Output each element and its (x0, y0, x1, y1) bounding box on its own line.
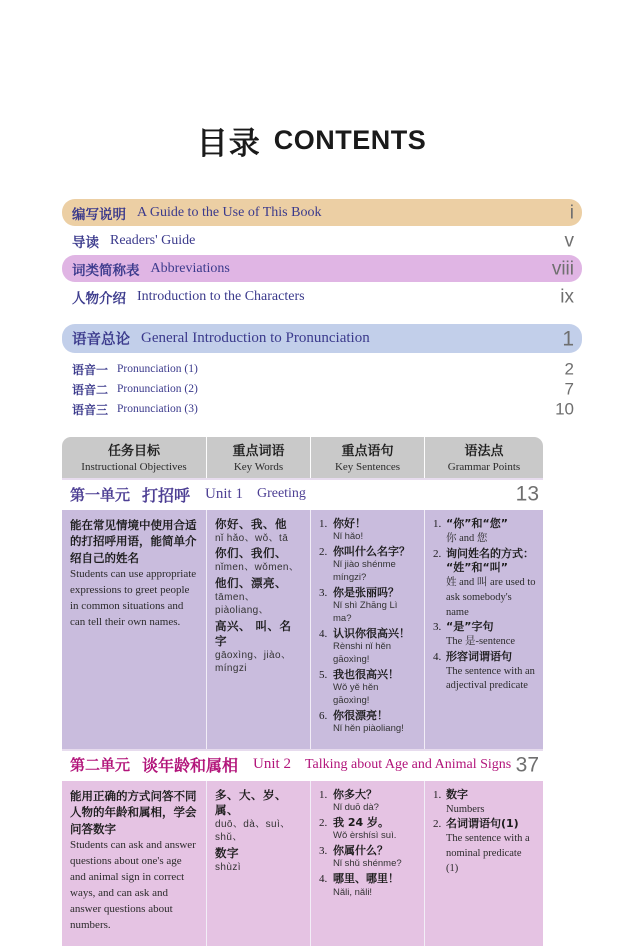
unit-number-en: Unit 1 (205, 485, 243, 502)
table-column-header (425, 437, 543, 478)
key-sentence-index: 3. (319, 587, 328, 600)
key-sentence-pinyin: Nǐ shì Zhāng Lì ma? (333, 600, 398, 625)
key-word-cn: 高兴、 叫、名字 (215, 618, 292, 648)
unit-title-cn: 打招呼 (142, 485, 191, 505)
grammar-point-sub-cn: “姓”和“叫” (446, 561, 508, 575)
key-sentence-index: 1. (319, 788, 328, 801)
column-header-en: Key Sentences (334, 460, 401, 473)
key-sentence-index: 6. (319, 709, 328, 722)
front-matter-label-en: Abbreviations (150, 260, 230, 276)
front-matter-label-en: A Guide to the Use of This Book (137, 204, 322, 220)
key-sentence-cn: 你很漂亮！ (333, 708, 388, 722)
pronunciation-subitem-cn: 语音二 (72, 382, 109, 397)
objectives-cn: 能在常见情境中使用合适的打招呼用语，能简单介绍自己的姓名 (70, 518, 197, 565)
front-matter-row[interactable] (62, 324, 582, 353)
grammar-point-index: 2. (433, 818, 442, 831)
key-sentence-index: 5. (319, 668, 328, 681)
grammar-point-en: 你 and 您 (446, 532, 488, 544)
key-word-cn: 你们、我们、 (215, 546, 287, 561)
unit-number-cn: 第一单元 (70, 485, 131, 504)
grammar-point-cn: 询问姓名的方式： (446, 546, 534, 560)
column-header-cn: 重点词语 (232, 444, 285, 460)
pronunciation-subitem-row[interactable] (62, 399, 582, 419)
grammar-point-row (433, 620, 536, 635)
front-matter-page-number: 1 (562, 327, 574, 350)
front-matter-label-cn: 编写说明 (72, 206, 126, 223)
front-matter-label-en: Introduction to the Characters (137, 288, 305, 304)
key-sentence-row (319, 627, 417, 641)
key-sentence-index: 3. (319, 845, 328, 858)
unit-title-cn: 谈年龄和属相 (142, 756, 239, 776)
pronunciation-subitem-page-number: 10 (555, 399, 574, 419)
unit-number-cn: 第二单元 (70, 756, 131, 775)
grammar-point-cn: 形容词谓语句 (446, 649, 512, 663)
key-sentence-pinyin: Nǎli, nǎli! (333, 886, 373, 898)
column-header-cn: 任务目标 (107, 444, 160, 460)
table-column-header (311, 437, 425, 478)
page-title-en: CONTENTS (273, 125, 427, 155)
cell-key-words (207, 781, 311, 946)
objectives-en: Students can use appropriate expressions to greet people in common situations and can tell their own names. (70, 567, 197, 628)
table-column-header (62, 437, 207, 478)
key-sentence-pinyin: Nǐ hǎo! (333, 531, 364, 543)
key-sentence-cn: 你是张丽吗？ (333, 586, 399, 600)
unit-content-row (62, 508, 543, 749)
front-matter-label-cn: 人物介绍 (72, 290, 126, 307)
grammar-point-cn: 数字 (446, 787, 468, 801)
column-header-en: Instructional Objectives (81, 460, 187, 473)
grammar-point-index: 3. (433, 621, 442, 634)
grammar-point-index: 1. (433, 518, 442, 530)
unit-title-bar[interactable] (62, 478, 543, 508)
front-matter-label-cn: 导读 (72, 234, 99, 251)
grammar-point-cn: “你”和“您” (446, 517, 508, 530)
cell-grammar-points (425, 781, 543, 946)
page-title-cn: 目录 (196, 126, 261, 162)
key-sentence-row (319, 844, 417, 858)
cell-key-sentences (311, 781, 425, 946)
grammar-point-row (433, 650, 536, 665)
key-sentence-row (319, 788, 417, 802)
key-sentence-pinyin: Nǐ duō dà? (333, 802, 379, 814)
cell-instructional-objectives (62, 781, 207, 946)
key-sentence-pinyin: Nǐ shǔ shénme? (333, 858, 402, 870)
column-header-cn: 语法点 (464, 444, 504, 460)
grammar-point-row (433, 547, 536, 562)
key-sentence-index: 2. (319, 546, 328, 559)
pronunciation-subitem-en: Pronunciation (2) (117, 383, 198, 395)
grammar-point-index: 4. (433, 650, 442, 663)
front-matter-page-number: viii (551, 258, 574, 279)
unit-number-en: Unit 2 (253, 756, 291, 773)
grammar-point-en: Numbers (446, 803, 485, 815)
table-header-row (62, 437, 543, 478)
front-matter-page-number: ix (560, 286, 574, 307)
grammar-point-en: The sentence with a nominal predicate (1) (446, 833, 530, 874)
pronunciation-subitem-cn: 语音三 (72, 402, 109, 417)
cell-grammar-points (425, 510, 543, 749)
key-sentence-row (319, 709, 417, 723)
pronunciation-subitem-page-number: 7 (564, 379, 574, 399)
front-matter-row[interactable] (62, 227, 582, 254)
front-matter-list (62, 199, 582, 419)
key-sentence-cn: 我也很高兴！ (333, 667, 399, 681)
key-sentence-pinyin: Rènshi nǐ hěn gāoxìng! (333, 641, 392, 666)
key-sentence-cn: 你属什么？ (333, 844, 388, 858)
grammar-point-row (433, 788, 536, 803)
key-word-pinyin: nǐmen、wǒmen、 (215, 562, 300, 574)
column-header-cn: 重点语句 (341, 444, 394, 460)
key-sentence-cn: 我 24 岁。 (333, 816, 389, 830)
key-sentence-cn: 哪里、哪里！ (333, 872, 399, 886)
key-sentence-cn: 你好！ (333, 517, 366, 530)
unit-content-row (62, 779, 543, 946)
grammar-point-en: 姓 and 叫 are used to ask somebody's name (446, 577, 536, 618)
front-matter-page-number: v (564, 230, 574, 251)
key-word-cn: 你好、我、他 (215, 517, 287, 531)
key-word-pinyin: nǐ hǎo、wǒ、tā (215, 532, 289, 544)
unit-title-bar[interactable] (62, 749, 543, 779)
grammar-point-row (433, 817, 536, 832)
key-sentence-pinyin: Wǒ yě hěn gāoxìng! (333, 682, 379, 706)
pronunciation-subitem-en: Pronunciation (3) (117, 403, 198, 415)
front-matter-label-en: Readers' Guide (110, 232, 196, 248)
objectives-en: Students can ask and answer questions about one's age and animal sign in correct ways, and can ask and answer questions about numbers. (70, 838, 196, 931)
key-word-cn: 多、大、岁、属、 (215, 787, 287, 817)
front-matter-row[interactable] (62, 199, 582, 226)
grammar-point-row (433, 517, 536, 532)
unit-title-en: Greeting (256, 486, 306, 501)
pronunciation-subitem-row[interactable] (62, 379, 582, 399)
key-sentence-cn: 你叫什么名字？ (333, 545, 410, 559)
key-sentence-row (319, 816, 417, 830)
grammar-point-en: The 是-sentence (446, 636, 516, 648)
grammar-point-index: 1. (433, 788, 442, 801)
key-sentence-row (319, 586, 417, 600)
key-sentence-row (319, 517, 417, 531)
grammar-point-en: The sentence with an adjectival predicate (446, 665, 535, 692)
key-sentence-row (319, 668, 417, 682)
front-matter-row[interactable] (62, 255, 582, 282)
key-sentence-pinyin: Nǐ hěn piàoliang! (333, 723, 404, 735)
column-header-en: Grammar Points (447, 460, 521, 473)
front-matter-label-cn: 词类简称表 (72, 262, 140, 279)
cell-instructional-objectives (62, 510, 207, 749)
key-sentence-index: 4. (319, 627, 328, 640)
page-title (0, 0, 623, 163)
cell-key-sentences (311, 510, 425, 749)
key-word-pinyin: shùzì (215, 861, 241, 873)
key-sentence-pinyin: Wǒ èrshísì suì. (333, 830, 397, 842)
grammar-point-index: 2. (433, 547, 442, 560)
key-sentence-row (319, 545, 417, 559)
cell-key-words (207, 510, 311, 749)
units-table (62, 437, 543, 946)
key-word-pinyin: duō、dà、suì、shǔ、 (215, 818, 291, 844)
pronunciation-subitem-row[interactable] (62, 359, 582, 379)
unit-title-en: Talking about Age and Animal Signs (304, 756, 512, 772)
grammar-point-cn: “是”字句 (446, 620, 494, 634)
key-sentence-index: 1. (319, 518, 328, 530)
pronunciation-subitem-cn: 语音一 (72, 362, 109, 377)
key-word-cn: 数字 (215, 845, 239, 860)
front-matter-label-en: General Introduction to Pronunciation (141, 330, 370, 346)
objectives-cn: 能用正确的方式问答不同人物的年龄和属相，学会问答数字 (70, 788, 197, 836)
key-word-pinyin: tāmen、piàoliang、 (215, 591, 270, 617)
key-sentence-pinyin: Nǐ jiào shénme míngzi? (333, 559, 396, 584)
key-sentence-index: 4. (319, 873, 328, 886)
key-sentence-cn: 认识你很高兴！ (333, 626, 410, 640)
key-sentence-cn: 你多大？ (333, 787, 377, 801)
grammar-point-cn: 名词谓语句(1) (446, 817, 519, 831)
key-sentence-row (319, 872, 417, 886)
key-sentence-index: 2. (319, 817, 328, 830)
front-matter-row[interactable] (62, 283, 582, 310)
unit-page-number: 37 (515, 753, 539, 777)
table-column-header (207, 437, 311, 478)
units-container (62, 478, 543, 946)
front-matter-label-cn: 语音总论 (72, 332, 130, 348)
unit-page-number: 13 (515, 482, 539, 506)
column-header-en: Key Words (233, 460, 284, 473)
key-word-cn: 他们、漂亮、 (215, 575, 287, 590)
front-matter-page-number: i (569, 202, 574, 223)
key-word-pinyin: gāoxìng、jiào、míngzi (215, 649, 292, 675)
pronunciation-subitem-page-number: 2 (564, 359, 574, 379)
pronunciation-subitem-en: Pronunciation (1) (117, 363, 198, 375)
